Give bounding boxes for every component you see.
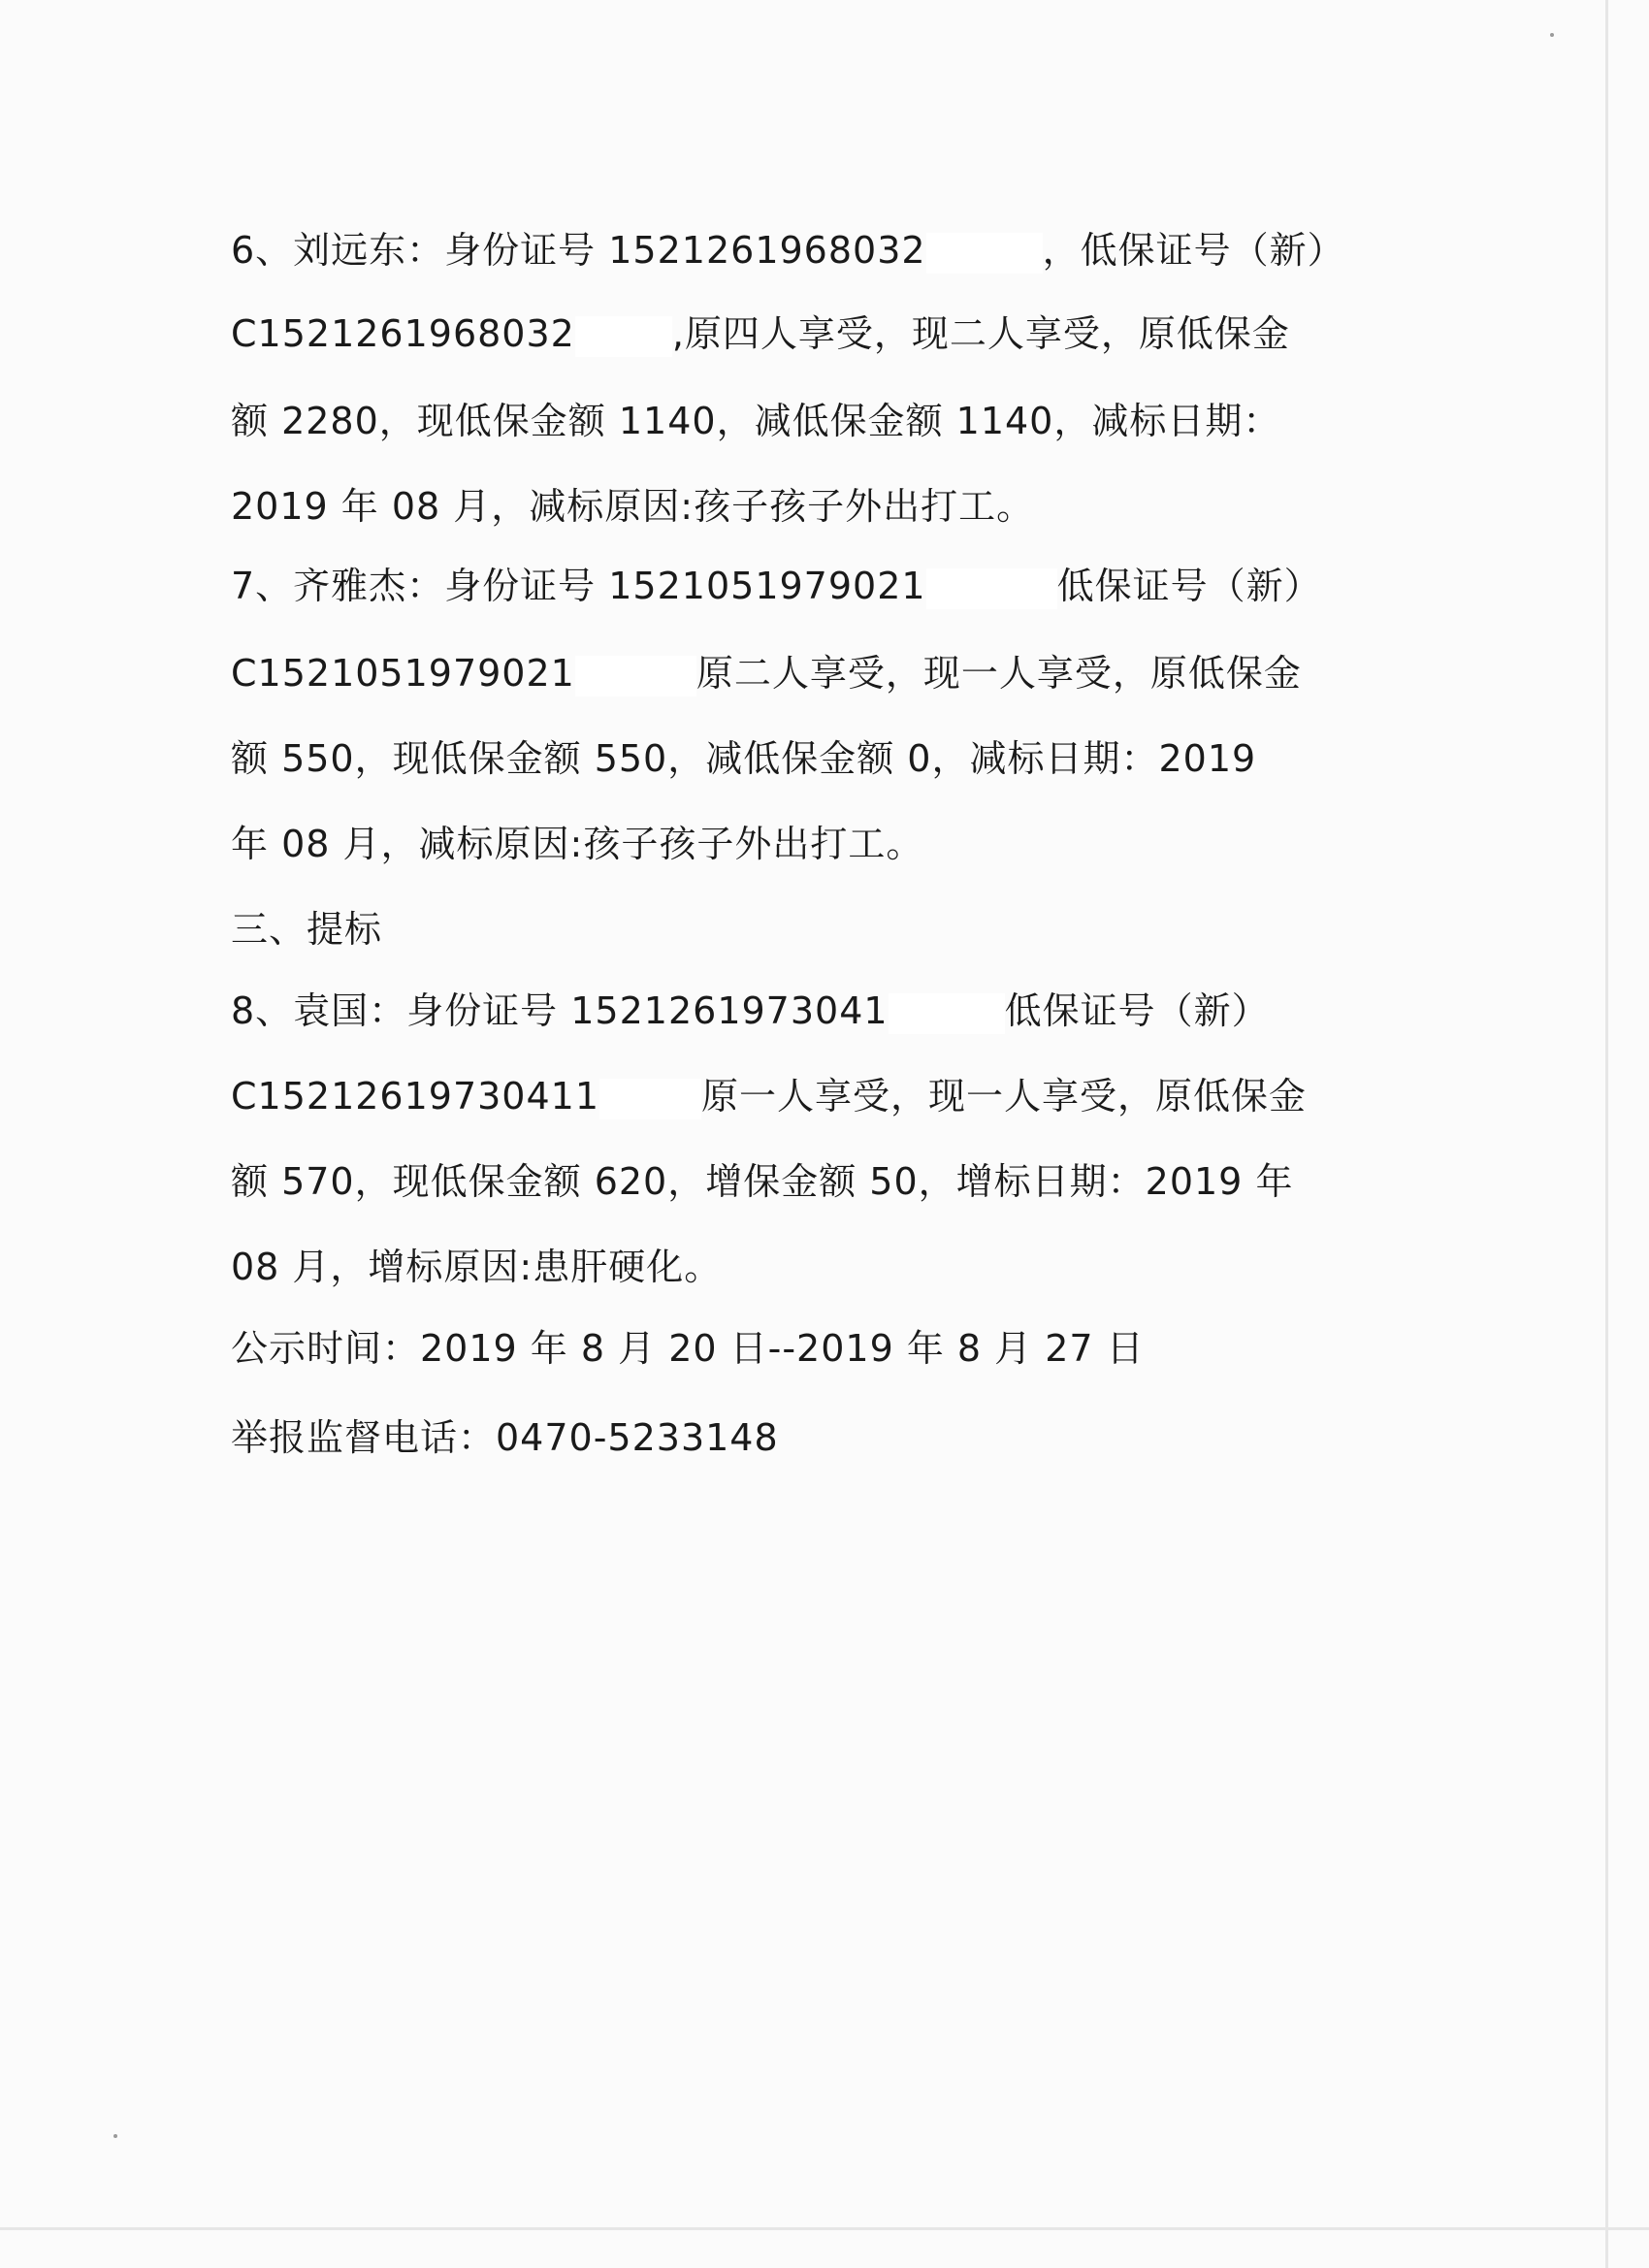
entry-7-cert-label: 低保证号（新） — [1056, 565, 1322, 607]
redaction-box — [889, 993, 1005, 1034]
entry-7-line-2 — [231, 648, 1302, 698]
redaction-box — [599, 1079, 701, 1119]
scan-edge-right — [1605, 0, 1608, 2268]
entry-8-cert-label: 低保证号（新） — [1004, 989, 1270, 1032]
entry-6-cert-text: C1521261968032 — [231, 312, 575, 355]
redaction-box — [926, 568, 1057, 609]
entry-7-line-3: 额 550，现低保金额 550，减低保金额 0，减标日期：2019 — [231, 737, 1257, 780]
report-phone: 举报监督电话：0470-5233148 — [231, 1416, 779, 1459]
entry-7-line-4: 年 08 月，减标原因:孩子孩子外出打工。 — [231, 823, 924, 865]
entry-8-line-4: 08 月，增标原因:患肝硬化。 — [231, 1246, 723, 1288]
entry-8-cert-text: C15212619730411 — [231, 1075, 600, 1118]
entry-6-line-4: 2019 年 08 月，减标原因:孩子孩子外出打工。 — [231, 485, 1035, 528]
section-3-heading: 三、提标 — [231, 908, 383, 951]
entry-8-persons-text: 原一人享受，现一人享受，原低保金 — [701, 1075, 1308, 1118]
redaction-box — [575, 316, 672, 357]
scan-edge-bottom — [0, 2227, 1649, 2230]
entry-7-line-1 — [231, 561, 1322, 611]
entry-6-cert-label: ，低保证号（新） — [1042, 229, 1345, 272]
entry-7-persons-text: 原二人享受，现一人享受，原低保金 — [695, 652, 1302, 695]
entry-6-line-2 — [231, 308, 1290, 359]
entry-7-cert-text: C1521051979021 — [231, 652, 575, 695]
entry-6-line-1 — [231, 225, 1345, 275]
entry-8-id-text: 8、袁国：身份证号 1521261973041 — [231, 989, 889, 1032]
entry-6-persons-text: ,原四人享受，现二人享受，原低保金 — [671, 312, 1290, 355]
redaction-box — [926, 233, 1043, 274]
publicity-period: 公示时间：2019 年 8 月 20 日--2019 年 8 月 27 日 — [231, 1327, 1145, 1370]
entry-7-id-text: 7、齐雅杰：身份证号 1521051979021 — [231, 565, 926, 607]
scan-speck — [113, 2134, 117, 2138]
redaction-box — [575, 656, 696, 697]
entry-8-line-2 — [231, 1071, 1307, 1121]
entry-6-line-3: 额 2280，现低保金额 1140，减低保金额 1140，减标日期： — [231, 400, 1281, 442]
entry-8-line-1 — [231, 986, 1270, 1036]
entry-8-line-3: 额 570，现低保金额 620，增保金额 50，增标日期：2019 年 — [231, 1160, 1294, 1203]
entry-6-id-text: 6、刘远东：身份证号 1521261968032 — [231, 229, 926, 272]
scan-speck — [1550, 33, 1554, 37]
